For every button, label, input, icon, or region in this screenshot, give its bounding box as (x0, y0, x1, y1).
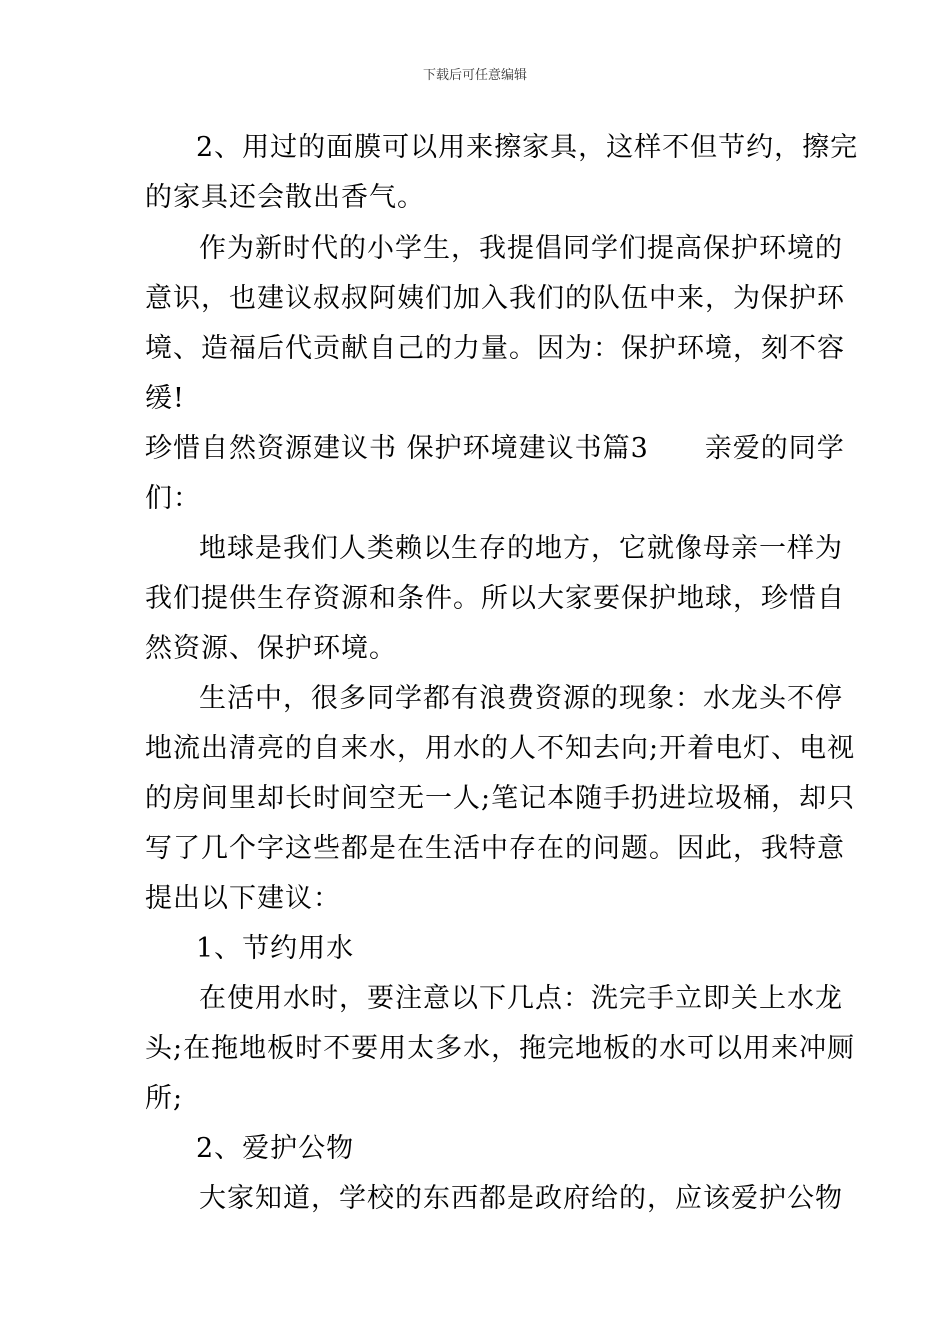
text-line: 在使用水时，要注意以下几点：洗完手立即关上水龙 (199, 983, 843, 1014)
list-item-heading: 2、爱护公物 (196, 1133, 355, 1164)
text-line: 的房间里却长时间空无一人;笔记本随手扔进垃圾桶，却只 (145, 783, 856, 814)
list-item-heading: 1、节约用水 (196, 933, 355, 964)
text-line: 地球是我们人类赖以生存的地方，它就像母亲一样为 (199, 533, 843, 564)
text-line: 作为新时代的小学生，我提倡同学们提高保护环境的 (199, 233, 843, 264)
page-header: 下载后可任意编辑 (422, 68, 527, 83)
section-heading: 珍惜自然资源建议书 保护环境建议书篇3 亲爱的同学 (145, 433, 845, 464)
text-line: 2、用过的面膜可以用来擦家具，这样不但节约，擦完 (196, 132, 859, 163)
text-line: 我们提供生存资源和条件。所以大家要保护地球，珍惜自 (145, 583, 845, 614)
text-line: 缓! (145, 383, 185, 414)
text-line: 头;在拖地板时不要用太多水，拖完地板的水可以用来冲厕 (145, 1033, 856, 1064)
text-line: 意识，也建议叔叔阿姨们加入我们的队伍中来，为保护环 (145, 283, 845, 314)
text-line: 大家知道，学校的东西都是政府给的，应该爱护公物 (199, 1183, 843, 1214)
text-line: 们： (145, 483, 201, 514)
text-line: 地流出清亮的自来水，用水的人不知去向;开着电灯、电视 (145, 733, 856, 764)
text-line: 然资源、保护环境。 (145, 633, 397, 664)
text-line: 的家具还会散出香气。 (145, 182, 425, 213)
text-line: 所; (145, 1083, 184, 1114)
text-line: 生活中，很多同学都有浪费资源的现象：水龙头不停 (199, 683, 843, 714)
text-line: 写了几个字这些都是在生活中存在的问题。因此，我特意 (145, 833, 845, 864)
text-line: 提出以下建议： (145, 883, 341, 914)
text-line: 境、造福后代贡献自己的力量。因为：保护环境，刻不容 (145, 333, 845, 364)
